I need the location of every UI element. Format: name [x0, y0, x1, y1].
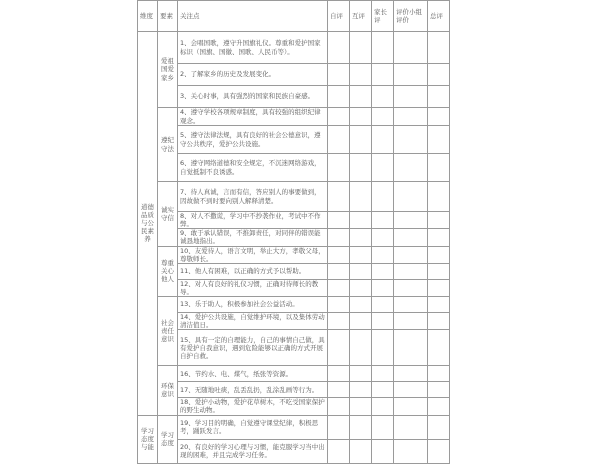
header-group: 评价小组评价	[394, 1, 428, 32]
focus-point: 3、关心时事，具有强烈的国家和民族自豪感。	[178, 86, 328, 108]
table-row	[138, 64, 450, 86]
peer-cell[interactable]	[350, 263, 372, 279]
self-cell[interactable]	[328, 415, 350, 439]
self-cell[interactable]	[328, 246, 350, 263]
table-row	[138, 32, 450, 64]
total-cell[interactable]	[428, 382, 450, 398]
table-row	[138, 382, 450, 398]
total-cell[interactable]	[428, 398, 450, 415]
parent-cell[interactable]	[372, 32, 394, 64]
self-cell[interactable]	[328, 297, 350, 313]
header-self: 自评	[328, 1, 350, 32]
group-cell[interactable]	[394, 382, 428, 398]
peer-cell[interactable]	[350, 330, 372, 366]
evaluation-table	[137, 0, 450, 464]
self-cell[interactable]	[328, 86, 350, 108]
header-total: 总评	[428, 1, 450, 32]
self-cell[interactable]	[328, 32, 350, 64]
parent-cell[interactable]	[372, 415, 394, 439]
table-row	[138, 297, 450, 313]
parent-cell[interactable]	[372, 154, 394, 182]
focus-point: 18、爱护小动物，爱护花草树木，不吃受国家保护的野生动物。	[178, 398, 328, 415]
table-row	[138, 154, 450, 182]
header-row	[138, 1, 450, 32]
peer-cell[interactable]	[350, 108, 372, 126]
peer-cell[interactable]	[350, 246, 372, 263]
table-row	[138, 182, 450, 212]
focus-point: 15、具有一定的自理能力，自己的事情自己做，具有爱护自我意识，遇到危险能够以正确的方式开展自护自救。	[178, 330, 328, 366]
peer-cell[interactable]	[350, 279, 372, 296]
table-row	[138, 398, 450, 415]
self-cell[interactable]	[328, 229, 350, 246]
table-row	[138, 246, 450, 263]
group-cell[interactable]	[394, 366, 428, 382]
peer-cell[interactable]	[350, 229, 372, 246]
self-cell[interactable]	[328, 108, 350, 126]
group-cell[interactable]	[394, 398, 428, 415]
element-cell-2: 诚实守信	[158, 182, 178, 247]
self-cell[interactable]	[328, 398, 350, 415]
table-row	[138, 86, 450, 108]
self-cell[interactable]	[328, 330, 350, 366]
header-dimension: 维度	[138, 1, 158, 32]
self-cell[interactable]	[328, 154, 350, 182]
focus-point: 6、遵守网络道德和安全规定，不沉迷网络游戏，自觉抵制不良诱惑。	[178, 154, 328, 182]
focus-point: 9、敢于承认错误，不推卸责任，对同伴的错误能诚恳地指出。	[178, 229, 328, 246]
parent-cell[interactable]	[372, 229, 394, 246]
total-cell[interactable]	[428, 246, 450, 263]
focus-point: 7、待人真诚，言而有信，答应别人的事要做到，因故做不到时要向别人解释清楚。	[178, 182, 328, 212]
peer-cell[interactable]	[350, 64, 372, 86]
total-cell[interactable]	[428, 64, 450, 86]
parent-cell[interactable]	[372, 86, 394, 108]
header-peer: 互评	[350, 1, 372, 32]
group-cell[interactable]	[394, 86, 428, 108]
peer-cell[interactable]	[350, 32, 372, 64]
total-cell[interactable]	[428, 212, 450, 229]
group-cell[interactable]	[394, 415, 428, 439]
total-cell[interactable]	[428, 297, 450, 313]
total-cell[interactable]	[428, 415, 450, 439]
parent-cell[interactable]	[372, 313, 394, 330]
self-cell[interactable]	[328, 182, 350, 212]
focus-point: 16、节约水、电、煤气，纸张等资源。	[178, 366, 328, 382]
total-cell[interactable]	[428, 330, 450, 366]
focus-point: 1、会唱国歌，遵守升国旗礼仪。尊重和爱护国家标识（国旗、国徽、国歌、人民币等）。	[178, 32, 328, 64]
parent-cell[interactable]	[372, 182, 394, 212]
self-cell[interactable]	[328, 263, 350, 279]
total-cell[interactable]	[428, 313, 450, 330]
total-cell[interactable]	[428, 439, 450, 463]
group-cell[interactable]	[394, 297, 428, 313]
focus-point: 2、了解家乡的历史及发展变化。	[178, 64, 328, 86]
total-cell[interactable]	[428, 279, 450, 296]
group-cell[interactable]	[394, 108, 428, 126]
element-cell-5: 环保意识	[158, 366, 178, 415]
focus-point: 20、有良好的学习心理与习惯，能克服学习当中出现的困难，并且完成学习任务。	[178, 439, 328, 463]
parent-cell[interactable]	[372, 64, 394, 86]
element-cell-1: 遵纪守法	[158, 108, 178, 182]
table-row	[138, 212, 450, 229]
total-cell[interactable]	[428, 263, 450, 279]
peer-cell[interactable]	[350, 439, 372, 463]
total-cell[interactable]	[428, 126, 450, 154]
element-cell-3: 尊重关心他人	[158, 246, 178, 297]
table-row	[138, 263, 450, 279]
table-row	[138, 126, 450, 154]
table-row	[138, 279, 450, 296]
parent-cell[interactable]	[372, 398, 394, 415]
self-cell[interactable]	[328, 382, 350, 398]
focus-point: 12、对人有良好的礼仪习惯，正确对待师长的教导。	[178, 279, 328, 296]
focus-point: 10、友爱待人，语言文明，举止大方，孝敬父母，尊敬师长。	[178, 246, 328, 263]
dimension-cell-1: 学习态度与能	[138, 415, 158, 463]
group-cell[interactable]	[394, 439, 428, 463]
peer-cell[interactable]	[350, 382, 372, 398]
parent-cell[interactable]	[372, 263, 394, 279]
focus-point: 5、遵守法律法规，具有良好的社会公德意识，遵守公共秩序，爱护公共设施。	[178, 126, 328, 154]
peer-cell[interactable]	[350, 86, 372, 108]
group-cell[interactable]	[394, 182, 428, 212]
table-row	[138, 313, 450, 330]
total-cell[interactable]	[428, 182, 450, 212]
parent-cell[interactable]	[372, 382, 394, 398]
parent-cell[interactable]	[372, 297, 394, 313]
peer-cell[interactable]	[350, 398, 372, 415]
focus-point: 13、乐于助人，积极参加社会公益活动。	[178, 297, 328, 313]
peer-cell[interactable]	[350, 126, 372, 154]
table-row	[138, 415, 450, 439]
peer-cell[interactable]	[350, 154, 372, 182]
group-cell[interactable]	[394, 229, 428, 246]
header-focus: 关注点	[178, 1, 328, 32]
total-cell[interactable]	[428, 229, 450, 246]
total-cell[interactable]	[428, 366, 450, 382]
parent-cell[interactable]	[372, 126, 394, 154]
group-cell[interactable]	[394, 330, 428, 366]
peer-cell[interactable]	[350, 182, 372, 212]
focus-point: 4、遵守学校各项规章制度，具有较强的组织纪律观念。	[178, 108, 328, 126]
element-cell-6: 学习态度	[158, 415, 178, 463]
group-cell[interactable]	[394, 126, 428, 154]
parent-cell[interactable]	[372, 330, 394, 366]
group-cell[interactable]	[394, 32, 428, 64]
parent-cell[interactable]	[372, 108, 394, 126]
peer-cell[interactable]	[350, 366, 372, 382]
group-cell[interactable]	[394, 263, 428, 279]
parent-cell[interactable]	[372, 279, 394, 296]
total-cell[interactable]	[428, 86, 450, 108]
peer-cell[interactable]	[350, 297, 372, 313]
table-row	[138, 108, 450, 126]
element-cell-4: 社会责任意识	[158, 297, 178, 366]
group-cell[interactable]	[394, 246, 428, 263]
parent-cell[interactable]	[372, 439, 394, 463]
total-cell[interactable]	[428, 154, 450, 182]
peer-cell[interactable]	[350, 313, 372, 330]
group-cell[interactable]	[394, 154, 428, 182]
parent-cell[interactable]	[372, 212, 394, 229]
self-cell[interactable]	[328, 439, 350, 463]
self-cell[interactable]	[328, 313, 350, 330]
total-cell[interactable]	[428, 32, 450, 64]
table-row	[138, 330, 450, 366]
header-parent: 家长评	[372, 1, 394, 32]
group-cell[interactable]	[394, 64, 428, 86]
parent-cell[interactable]	[372, 246, 394, 263]
dimension-cell-0: 道德品质与公民素养	[138, 32, 158, 416]
group-cell[interactable]	[394, 313, 428, 330]
table-row	[138, 439, 450, 463]
group-cell[interactable]	[394, 279, 428, 296]
focus-point: 17、无随地吐痰，乱丢乱扔，乱涂乱画等行为。	[178, 382, 328, 398]
header-element: 要素	[158, 1, 178, 32]
table-row	[138, 366, 450, 382]
self-cell[interactable]	[328, 366, 350, 382]
peer-cell[interactable]	[350, 212, 372, 229]
self-cell[interactable]	[328, 64, 350, 86]
total-cell[interactable]	[428, 108, 450, 126]
focus-point: 11、他人有困难，以正确的方式予以帮助。	[178, 263, 328, 279]
peer-cell[interactable]	[350, 415, 372, 439]
focus-point: 14、爱护公共设施，自觉维护环境，以及集体劳动清洁值日。	[178, 313, 328, 330]
element-cell-0: 爱祖国爱家乡	[158, 32, 178, 108]
table-row	[138, 229, 450, 246]
self-cell[interactable]	[328, 126, 350, 154]
self-cell[interactable]	[328, 212, 350, 229]
group-cell[interactable]	[394, 212, 428, 229]
parent-cell[interactable]	[372, 366, 394, 382]
self-cell[interactable]	[328, 279, 350, 296]
focus-point: 8、对人不撒谎，学习中不抄袭作业，考试中不作弊。	[178, 212, 328, 229]
focus-point: 19、学习目的明确，自觉遵守课堂纪律，积极思考，踊跃发言。	[178, 415, 328, 439]
